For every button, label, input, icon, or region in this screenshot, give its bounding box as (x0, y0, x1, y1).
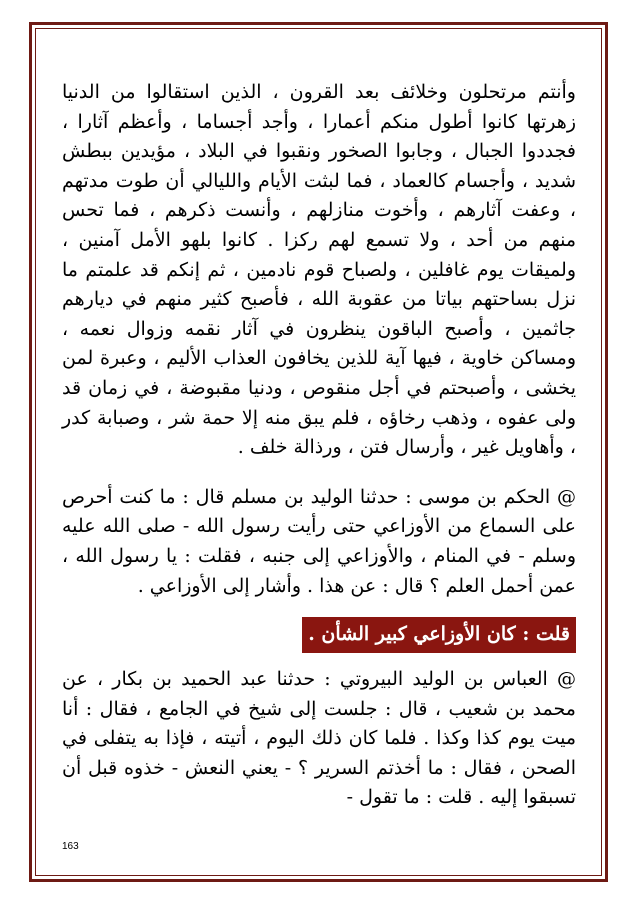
heading-wrapper (62, 617, 576, 653)
page-number: 163 (62, 841, 79, 852)
section-heading: قلت : كان الأوزاعي كبير الشأن . (302, 617, 576, 653)
page-content (62, 78, 576, 813)
paragraph-hakam-narration: @ الحكم بن موسى : حدثنا الوليد بن مسلم قال : ما كنت أحرص على السماع من الأوزاعي حتى رأيت رسول الله - صلى الله عليه وسلم - في المنام ، والأوزاعي إلى جنبه ، فقلت : يا رسول الله ، عمن أحمل العلم ؟ قال : عن هذا . وأشار إلى الأوزاعي . (62, 485, 576, 597)
paragraph-sermon: وأنتم مرتحلون وخلائف بعد القرون ، الذين استقالوا من الدنيا زهرتها كانوا أطول منكم أعمارا ، وأجد أجساما ، وأعظم آثارا ، فجددوا الجبال ، وجابوا الصخور ونقبوا في البلاد ، مؤيدين ببطش شديد ، وأجسام كالعماد ، فما لبثت الأيام والليالي أن طوت مدتهم ، وعفت آثارهم ، وأخوت منازلهم ، وأنست ذكرهم ، فما تحس منهم من أحد ، ولا تسمع لهم ركزا . كانوا بلهو الأمل آمنين ، ولميقات يوم غافلين ، ولصباح قوم نادمين ، ثم إنكم قد علمتم ما نزل بساحتهم بياتا من عقوبة الله ، فأصبح كثير منهم في ديارهم جاثمين ، وأصبح الباقون ينظرون في آثار نقمه وزوال نعمه ، ومساكن خاوية ، فيها آية للذين يخافون العذاب الأليم ، وعبرة لمن يخشى ، وأصبحتم في أجل منقوص ، ودنيا مقبوضة ، في زمان قد ولى عفوه ، وذهب رخاؤه ، فلم يبق منه إلا حمة شر ، وصبابة كدر ، وأهاويل غير ، وأرسال فتن ، ورذالة خلف . (62, 81, 576, 459)
paragraph-abbas-narration: @ العباس بن الوليد البيروتي : حدثنا عبد الحميد بن بكار ، عن محمد بن شعيب ، قال : جلست إلى شيخ في الجامع ، فقال : أنا ميت يوم كذا وكذا . فلما كان ذلك اليوم ، أتيته ، فإذا به يتفلى في الصحن ، فقال : ما أخذتم السرير ؟ - يعني النعش - خذوه قبل أن تسبقوا إليه . قلت : ما تقول - (62, 668, 576, 809)
